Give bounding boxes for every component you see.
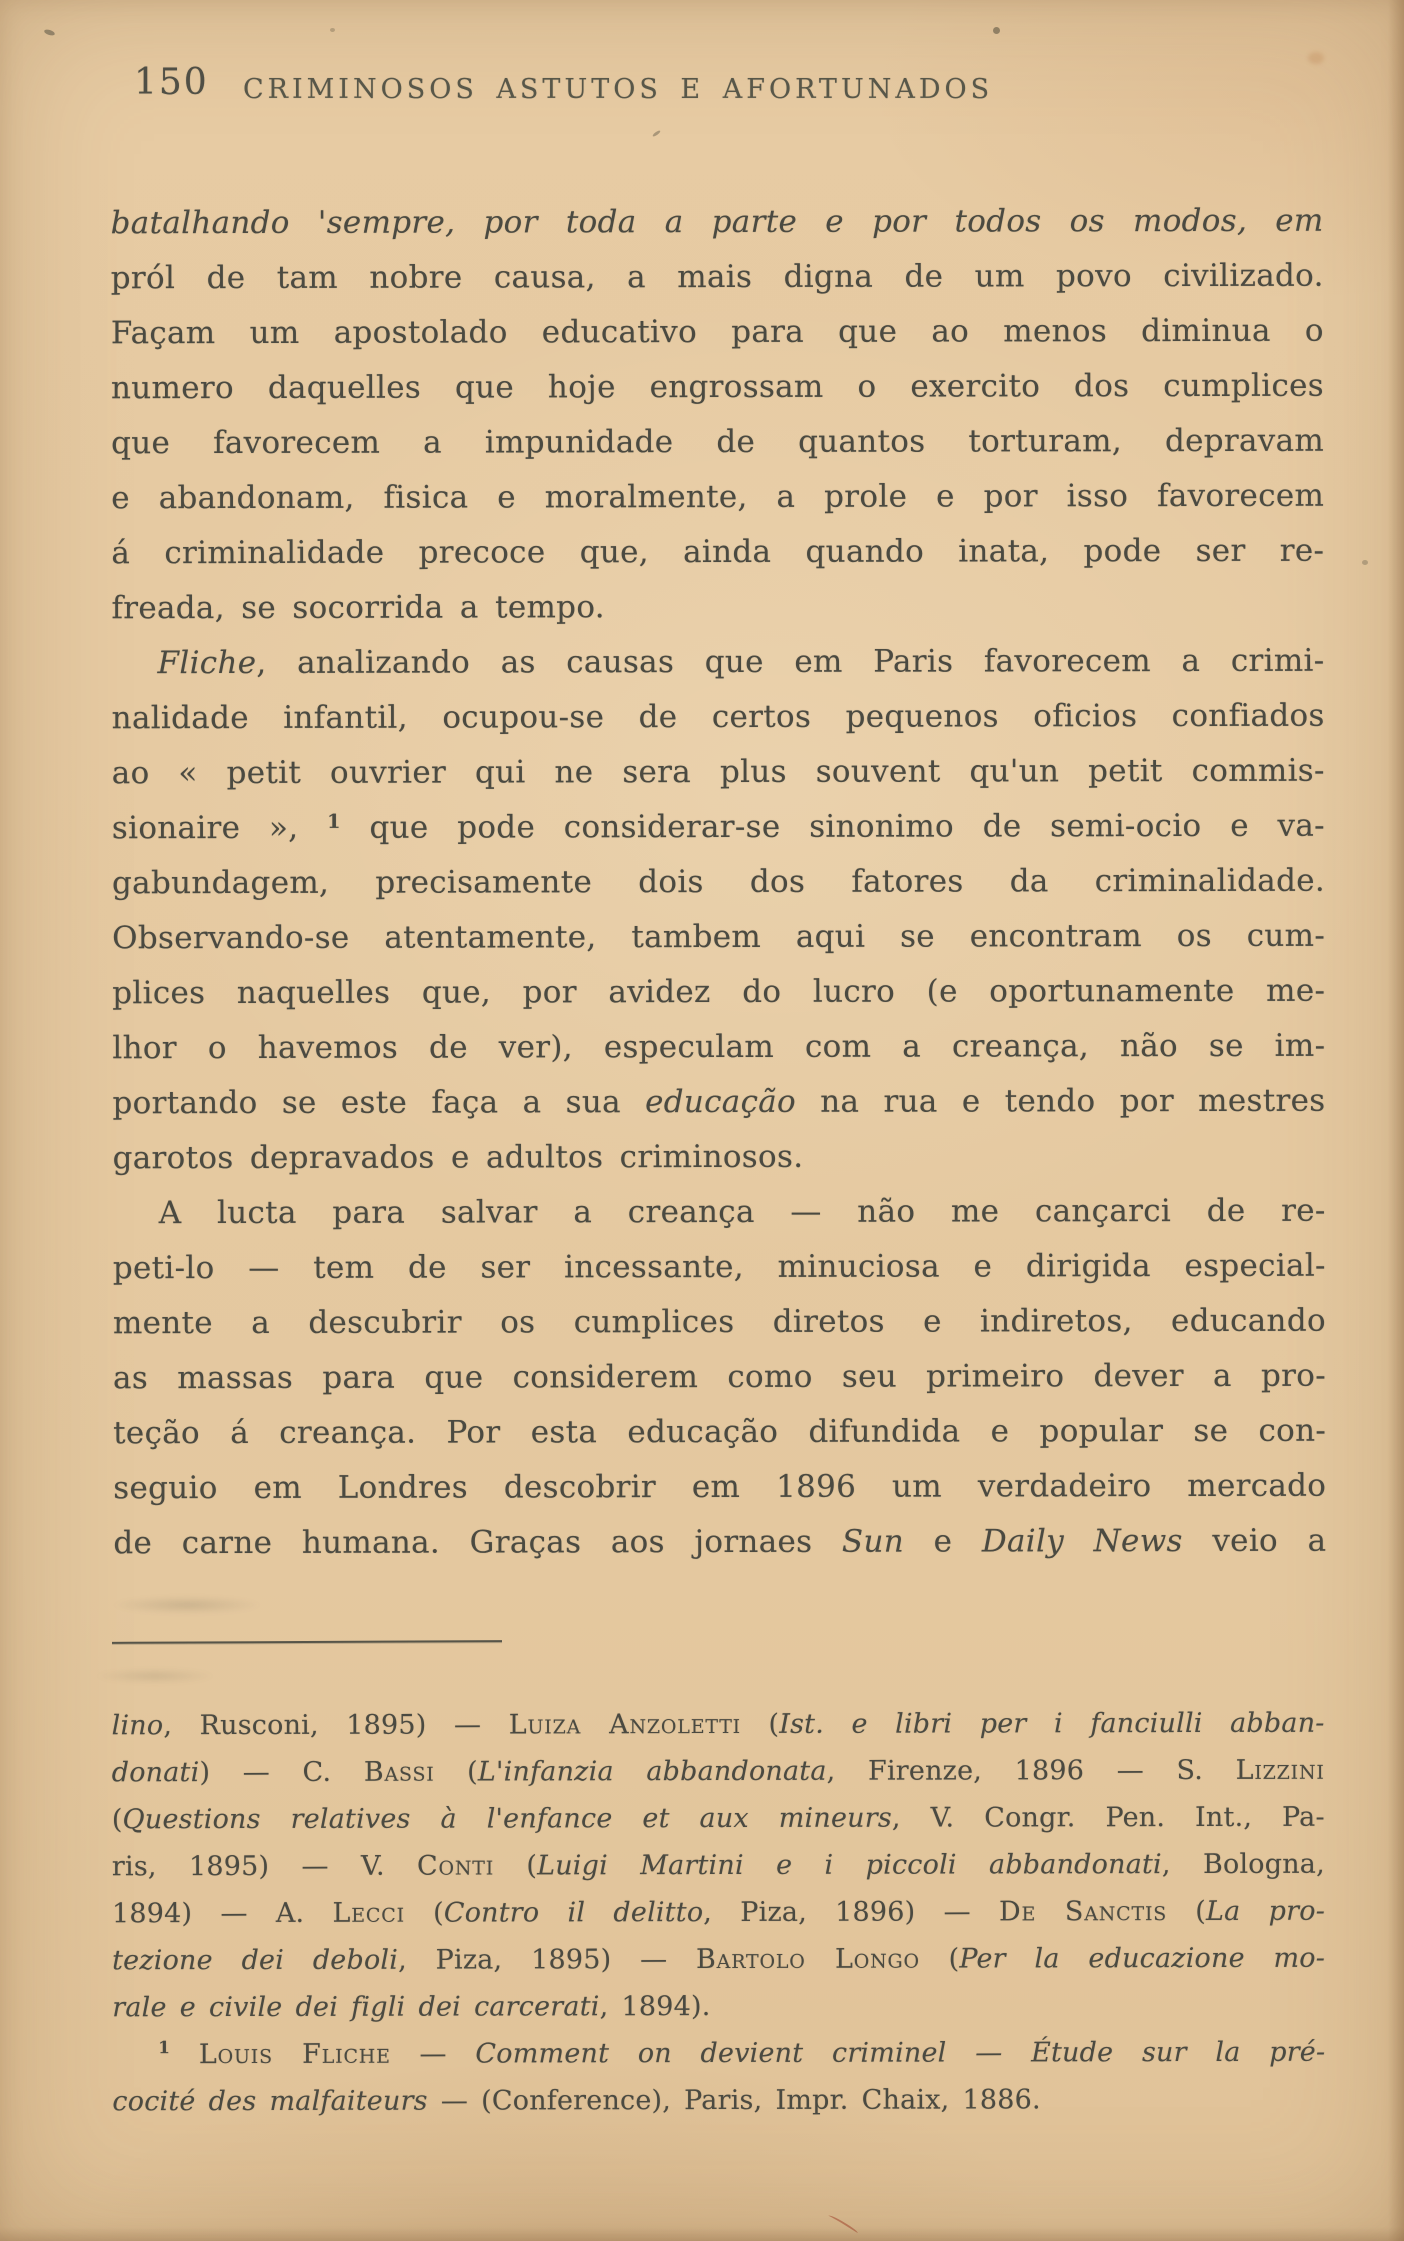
- text-segment: de carne humana. Graças aos jornaes: [113, 1523, 842, 1562]
- paper-speck: [1362, 560, 1368, 565]
- text-segment: Bassi: [363, 1756, 435, 1788]
- text-segment: ) — C.: [199, 1756, 364, 1789]
- text-segment: (: [1167, 1895, 1207, 1928]
- text-segment: A lucta para salvar a creança — não me cançarci de re-: [158, 1192, 1326, 1232]
- footnote-line: [112, 2076, 1325, 2126]
- body-text-line: [113, 1129, 1326, 1187]
- text-segment: Lecci: [332, 1897, 405, 1929]
- text-segment: Bartolo Longo: [695, 1943, 920, 1976]
- text-segment: batalhando 'sempre, por toda a parte e por todos os modos, em: [110, 202, 1324, 242]
- text-segment: L'infanzia abbandonata: [477, 1755, 827, 1788]
- text-segment: Fliche: [157, 644, 257, 682]
- body-text-line: [111, 469, 1324, 527]
- text-segment: e: [903, 1523, 982, 1560]
- text-segment: (: [111, 1804, 123, 1836]
- text-segment: portando se este faça a sua: [112, 1084, 646, 1122]
- text-segment: 1894) — A.: [111, 1897, 333, 1930]
- text-segment: que favorecem a impunidade de quantos torturam, depravam: [111, 422, 1325, 462]
- text-segment: Observando-se atentamente, tambem aqui se encontram os cum-: [112, 917, 1326, 957]
- paper-speck: [652, 130, 661, 138]
- footnote-separator-rule: [112, 1640, 502, 1644]
- text-segment: La pro-: [1205, 1895, 1326, 1927]
- text-segment: [170, 2039, 199, 2070]
- text-segment: e abandonam, fisica e moralmente, a prole e por isso favorecem: [111, 477, 1325, 517]
- footnote-line: [112, 1841, 1325, 1891]
- page-edge-shadow: [1388, 0, 1404, 2241]
- body-text-line: [111, 524, 1324, 582]
- text-segment: educação: [645, 1083, 797, 1121]
- text-segment: sionaire »,: [111, 809, 328, 847]
- body-text-line: [112, 744, 1325, 802]
- footnote-line: [112, 2029, 1325, 2079]
- body-text-line: [111, 359, 1324, 417]
- body-text-line: [112, 854, 1325, 912]
- text-segment: Questions relatives à l'enfance et aux mineurs: [122, 1802, 892, 1836]
- footnote-text: [112, 1700, 1326, 2126]
- text-segment: mente a descubrir os cumplices diretos e indiretos, educando: [112, 1302, 1326, 1342]
- text-segment: —: [390, 2038, 476, 2070]
- body-text-line: [113, 1294, 1326, 1352]
- text-segment: na rua e tendo por mestres: [795, 1082, 1326, 1120]
- text-segment: que pode considerar-se sinonimo de semi-ocio e va-: [340, 807, 1325, 846]
- text-segment: Façam um apostolado educativo para que ao menos diminua o: [110, 312, 1324, 352]
- text-segment: peti-lo — tem de ser incessante, minuciosa e dirigida especial-: [112, 1247, 1326, 1287]
- text-segment: Louis Fliche: [198, 2038, 391, 2071]
- body-text-line: [112, 1074, 1325, 1132]
- body-text: [111, 194, 1327, 1572]
- running-head: [0, 0, 1404, 130]
- text-segment: rale e civile dei figli dei carcerati: [112, 1991, 600, 2024]
- footnote-line: [112, 1700, 1325, 1750]
- text-segment: , 1894).: [599, 1991, 711, 2023]
- footnote-line: [112, 1747, 1325, 1797]
- text-segment: , Bologna,: [1161, 1848, 1325, 1881]
- text-segment: Per la educazione mo-: [959, 1942, 1326, 1975]
- text-segment: (: [919, 1943, 960, 1975]
- text-segment: Comment on devient criminel — Étude sur la pré-: [475, 2036, 1326, 2070]
- text-segment: nalidade infantil, ocupou-se de certos pequenos oficios confiados: [111, 697, 1325, 737]
- text-segment: Ist. e libri per i fanciulli abban-: [779, 1707, 1325, 1740]
- body-text-line: [111, 194, 1324, 252]
- text-segment: Contro il delitto: [443, 1897, 704, 1929]
- body-text-line: [113, 1239, 1326, 1297]
- body-text-line: [111, 414, 1324, 472]
- text-segment: lino: [111, 1710, 164, 1742]
- text-segment: (: [404, 1897, 444, 1929]
- body-text-line: [113, 1404, 1326, 1462]
- body-text-line: [112, 909, 1325, 967]
- running-title: CRIMINOSOS ASTUTOS E AFORTUNADOS: [243, 74, 994, 105]
- body-text-line: [113, 1349, 1326, 1407]
- text-segment: ris, 1895) — V.: [111, 1850, 418, 1883]
- text-segment: tezione dei deboli: [112, 1944, 399, 1977]
- text-segment: Sun: [841, 1523, 905, 1560]
- text-segment: garotos depravados e adultos criminosos.: [112, 1138, 804, 1177]
- text-segment: teção á creança. Por esta educação difundida e popular se con-: [113, 1412, 1327, 1452]
- text-segment: — (Conference), Paris, Impr. Chaix, 1886.: [427, 2084, 1041, 2117]
- text-segment: , Firenze, 1896 — S.: [826, 1754, 1236, 1787]
- text-segment: freada, se socorrida a tempo.: [111, 589, 605, 627]
- text-segment: lhor o havemos de ver), especulam com a creança, não se im-: [112, 1027, 1326, 1067]
- body-text-line: [113, 1459, 1326, 1517]
- text-segment: , analizando as causas que em Paris favorecem a crimi-: [256, 642, 1325, 681]
- body-text-line: [111, 304, 1324, 362]
- paper-speck: [330, 28, 335, 32]
- text-segment: as massas para que considerem como seu primeiro dever a pro-: [112, 1357, 1327, 1397]
- text-segment: , Piza, 1896) —: [703, 1896, 1000, 1929]
- text-segment: veio a: [1182, 1522, 1327, 1560]
- text-segment: 1: [327, 809, 341, 833]
- text-segment: Conti: [416, 1850, 495, 1882]
- text-segment: gabundagem, precisamente dois dos fatores da criminalidade.: [111, 862, 1326, 902]
- text-segment: á criminalidade precoce que, ainda quando inata, pode ser re-: [111, 532, 1325, 572]
- ink-smudge: [112, 1596, 262, 1614]
- text-segment: (: [434, 1756, 478, 1788]
- text-segment: , V. Congr. Pen. Int., Pa-: [891, 1801, 1325, 1834]
- text-segment: numero daquelles que hoje engrossam o exercito dos cumplices: [110, 367, 1324, 407]
- body-text-line: [112, 799, 1325, 857]
- footnote-line: [112, 1935, 1325, 1985]
- text-segment: 1: [158, 2037, 171, 2058]
- text-segment: (: [740, 1708, 780, 1740]
- text-segment: seguio em Londres descobrir em 1896 um verdadeiro mercado: [113, 1467, 1327, 1507]
- footnote-line: [112, 1982, 1325, 2032]
- text-segment: Lizzini: [1235, 1754, 1325, 1786]
- text-segment: (: [494, 1850, 538, 1882]
- body-text-line: [111, 634, 1324, 692]
- body-text-line: [112, 689, 1325, 747]
- text-segment: De Sanctis: [998, 1896, 1168, 1928]
- text-segment: Luigi Martini e i piccoli abbandonati: [537, 1849, 1162, 1882]
- text-segment: Luiza Anzoletti: [508, 1708, 741, 1741]
- text-segment: donati: [111, 1757, 200, 1789]
- body-text-line: [111, 249, 1324, 307]
- footnote-line: [112, 1794, 1325, 1844]
- text-segment: pról de tam nobre causa, a mais digna de um povo civilizado.: [110, 257, 1324, 297]
- paper-speck: [993, 27, 1000, 34]
- body-text-line: [112, 964, 1325, 1022]
- body-text-line: [112, 1019, 1325, 1077]
- page-number: 150: [134, 62, 209, 103]
- ink-smudge: [95, 1668, 215, 1684]
- text-segment: Daily News: [981, 1523, 1183, 1560]
- text-segment: cocité des malfaiteurs: [112, 2085, 428, 2118]
- text-segment: , Piza, 1895) —: [398, 1944, 697, 1976]
- body-text-line: [111, 579, 1324, 637]
- text-segment: plices naquelles que, por avidez do lucro (e oportunamente me-: [112, 972, 1326, 1012]
- body-text-line: [113, 1184, 1326, 1242]
- text-segment: ao « petit ouvrier qui ne sera plus souvent qu'un petit commis-: [111, 752, 1325, 792]
- paper-stain: [1308, 52, 1324, 64]
- text-segment: , Rusconi, 1895) —: [163, 1709, 509, 1742]
- footnote-line: [112, 1888, 1325, 1938]
- body-text-line: [113, 1514, 1326, 1572]
- page-edge-shadow: [0, 2227, 1404, 2241]
